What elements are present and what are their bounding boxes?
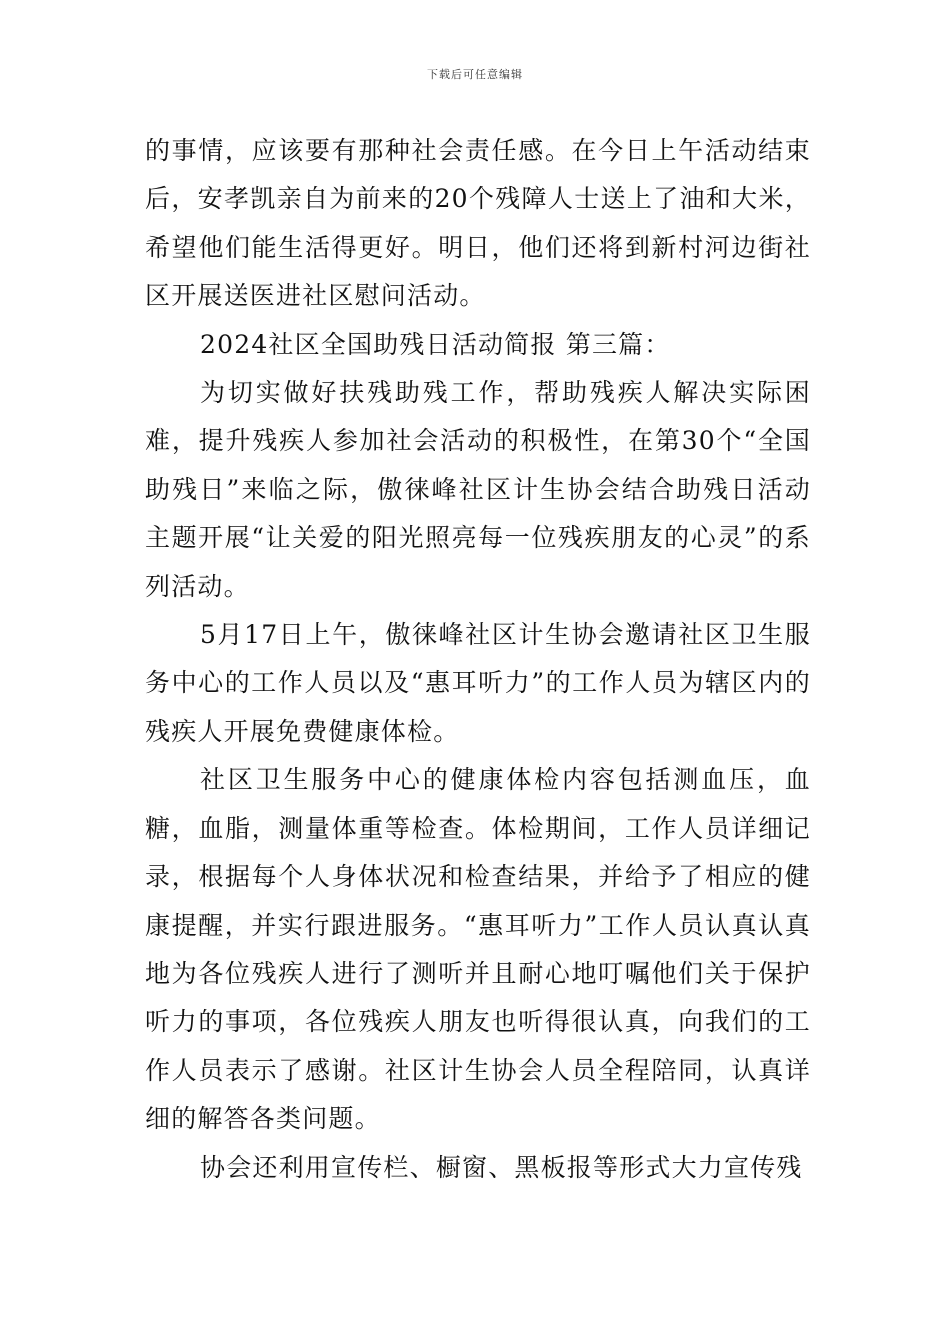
paragraph-intro: 为切实做好扶残助残工作，帮助残疾人解决实际困难，提升残疾人参加社会活动的积极性，在第30个“全国助残日”来临之际，傲徕峰社区计生协会结合助残日活动主题开展“让关爱的阳光照亮每一位残疾朋友的心灵”的系列活动。 [145,378,811,601]
paragraph-continuation: 的事情，应该要有那种社会责任感。在今日上午活动结束后，安孝凯亲自为前来的20个残障人士送上了油和大米，希望他们能生活得更好。明日，他们还将到新村河边街社区开展送医进社区慰问活动。 [145,136,811,311]
paragraph-health-check: 5月17日上午，傲徕峰社区计生协会邀请社区卫生服务中心的工作人员以及“惠耳听力”的工作人员为辖区内的残疾人开展免费健康体检。 [145,620,811,746]
document-body [145,127,811,1192]
paragraph-checkup-details: 社区卫生服务中心的健康体检内容包括测血压，血糖，血脂，测量体重等检查。体检期间，工作人员详细记录，根据每个人身体状况和检查结果，并给予了相应的健康提醒，并实行跟进服务。“惠耳听力”工作人员认真认真地为各位残疾人进行了测听并且耐心地叮嘱他们关于保护听力的事项，各位残疾人朋友也听得很认真，向我们的工作人员表示了感谢。社区计生协会人员全程陪同，认真详细的解答各类问题。 [145,765,811,1134]
section-heading: 2024社区全国助残日活动简报 第三篇： [200,329,671,359]
page-header-note: 下载后可任意编辑 [427,68,523,81]
paragraph-publicity: 协会还利用宣传栏、橱窗、黑板报等形式大力宣传残 [200,1152,803,1182]
